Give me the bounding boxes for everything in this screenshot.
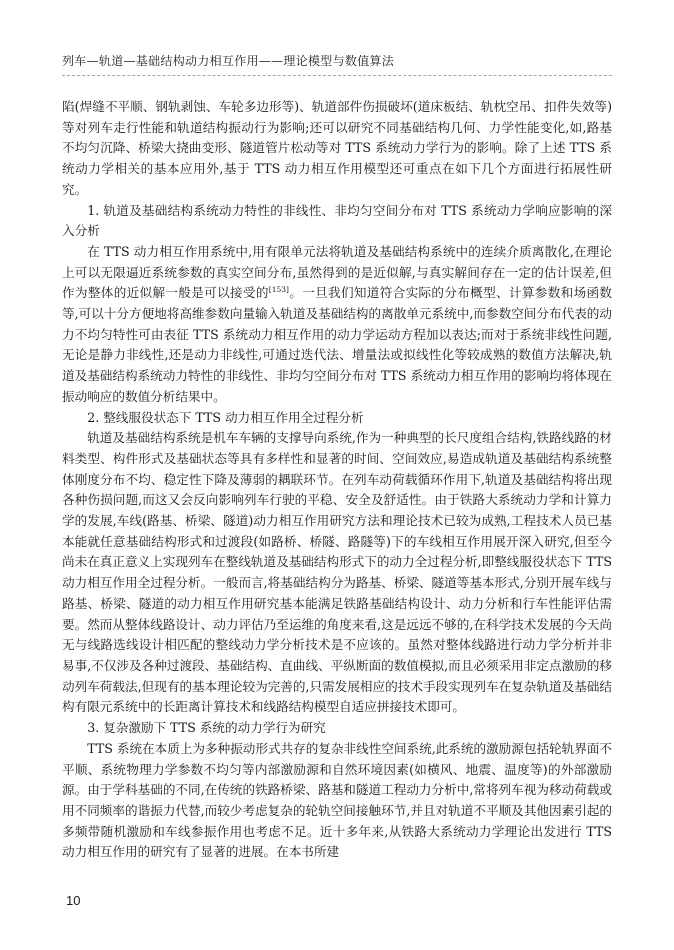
paragraph-text: 在 TTS 动力相互作用系统中,用有限单元法将轨道及基础结构系统中的连续介质离散化,在理论上可以无限逼近系统参数的真实空间分布,虽然得到的是近似解,与真实解间存在一定的估计误差,但作为整体的近似解一般是可以接受的 <box>62 243 612 301</box>
header-divider <box>62 75 612 76</box>
paragraph: TTS 系统在本质上为多种振动形式共存的复杂非线性空间系统,此系统的激励源包括轮轨界面不平顺、系统物理力学参数不均匀等内部激励源和自然环境因素(如横风、地震、温度等)的外部激励源。由于学科基础的不同,在传统的铁路桥梁、路基和隧道工程动力分析中,常将列车视为移动荷载或用不同频率的谐振力代替,而较少考虑复杂的轮轨空间接触环节,并且对轨道不平顺及其他因素引起的多频带随机激励和车线参振作用也考虑不足。近十多年来,从铁路大系统动力学理论出发进行 TTS 动力相互作用的研究有了显著的进展。在本书所建 <box>62 740 613 860</box>
section-heading-2: 2. 整线服役状态下 TTS 动力相互作用全过程分析 <box>87 409 364 425</box>
running-head-title: 列车—轨道—基础结构动力相互作用——理论模型与数值算法 <box>62 54 395 68</box>
section-heading-3: 3. 复杂激励下 TTS 系统的动力学行为研究 <box>87 720 326 736</box>
page-number: 10 <box>66 893 81 908</box>
section-heading-1: 1. 轨道及基础结构系统动力特性的非线性、非均匀空间分布对 TTS 系统动力学响应影响的深入分析 <box>62 202 612 239</box>
citation-mark: [153] <box>268 285 289 295</box>
page-body <box>62 97 612 863</box>
paragraph: 陷(焊缝不平顺、钢轨剥蚀、车轮多边形等)、轨道部件伤损破坏(道床板结、轨枕空吊、扣件失效等)等对列车走行性能和轨道结构振动行为影响;还可以研究不同基础结构几何、力学性能变化,如,路基不均匀沉降、桥梁大挠曲变形、隧道管片松动等对 TTS 系统动力学行为的影响。除了上述 TTS 系统动力学相关的基本应用外,基于 TTS 动力相互作用模型还可重点在如下几个方面进行拓展性研究。 <box>62 99 612 197</box>
paragraph-text: 。一旦我们知道符合实际的分布概型、计算参数和场函数等,可以十分方便地将高维参数向量输入轨道及基础结构的离散单元系统中,而参数空间分布代表的动力不均匀特性可由表征 TTS 系统动力相互作用的动力学运动方程加以表达;而对于系统非线性问题,无论是静力非线性,还是动力非线性,可通过迭代法、增量法或拟线性化等较成熟的数值方法解决,轨道及基础结构系统动力特性的非线性、非均匀空间分布对 TTS 系统动力相互作用的影响均将体现在振动响应的数值分析结果中。 <box>62 285 613 404</box>
paragraph: 轨道及基础结构系统是机车车辆的支撑导向系统,作为一种典型的长尺度组合结构,铁路线路的材料类型、构件形式及基础状态等具有多样性和显著的时间、空间效应,易造成轨道及基础结构系统整体刚度分布不均、稳定性下降及薄弱的耦联环节。在列车动荷载循环作用下,轨道及基础结构将出现各种伤损问题,而这又会反向影响列车行驶的平稳、安全及舒适性。由于铁路大系统动力学和计算力学的发展,车线(路基、桥梁、隧道)动力相互作用研究方法和理论技术已较为成熟,工程技术人员已基本能就任意基础结构形式和过渡段(如路桥、桥隧、路隧等)下的车线相互作用展开深入研究,但至今尚未在真正意义上实现列车在整线轨道及基础结构形式下的动力全过程分析,即整线服役状态下 TTS 动力相互作用全过程分析。一般而言,将基础结构分为路基、桥梁、隧道等基本形式,分别开展车线与路基、桥梁、隧道的动力相互作用研究基本能满足铁路基础结构设计、动力分析和行车性能评估需要。然而从整体线路设计、动力评估乃至运维的角度来看,这是远远不够的,在科学技术发展的今天尚无与线路选线设计相匹配的整线动力学分析技术是不应该的。虽然对整体线路进行动力学分析并非易事,不仅涉及各种过渡段、基础结构、直曲线、平纵断面的数值模拟,而且必须采用非定点激励的移动列车荷载法,但现有的基本理论较为完善的,只需发展相应的技术手段实现列车在复杂轨道及基础结构有限元系统中的长距离计算技术和线路结构模型自适应拼接技术即可。 <box>62 430 613 715</box>
paragraph <box>62 242 612 408</box>
